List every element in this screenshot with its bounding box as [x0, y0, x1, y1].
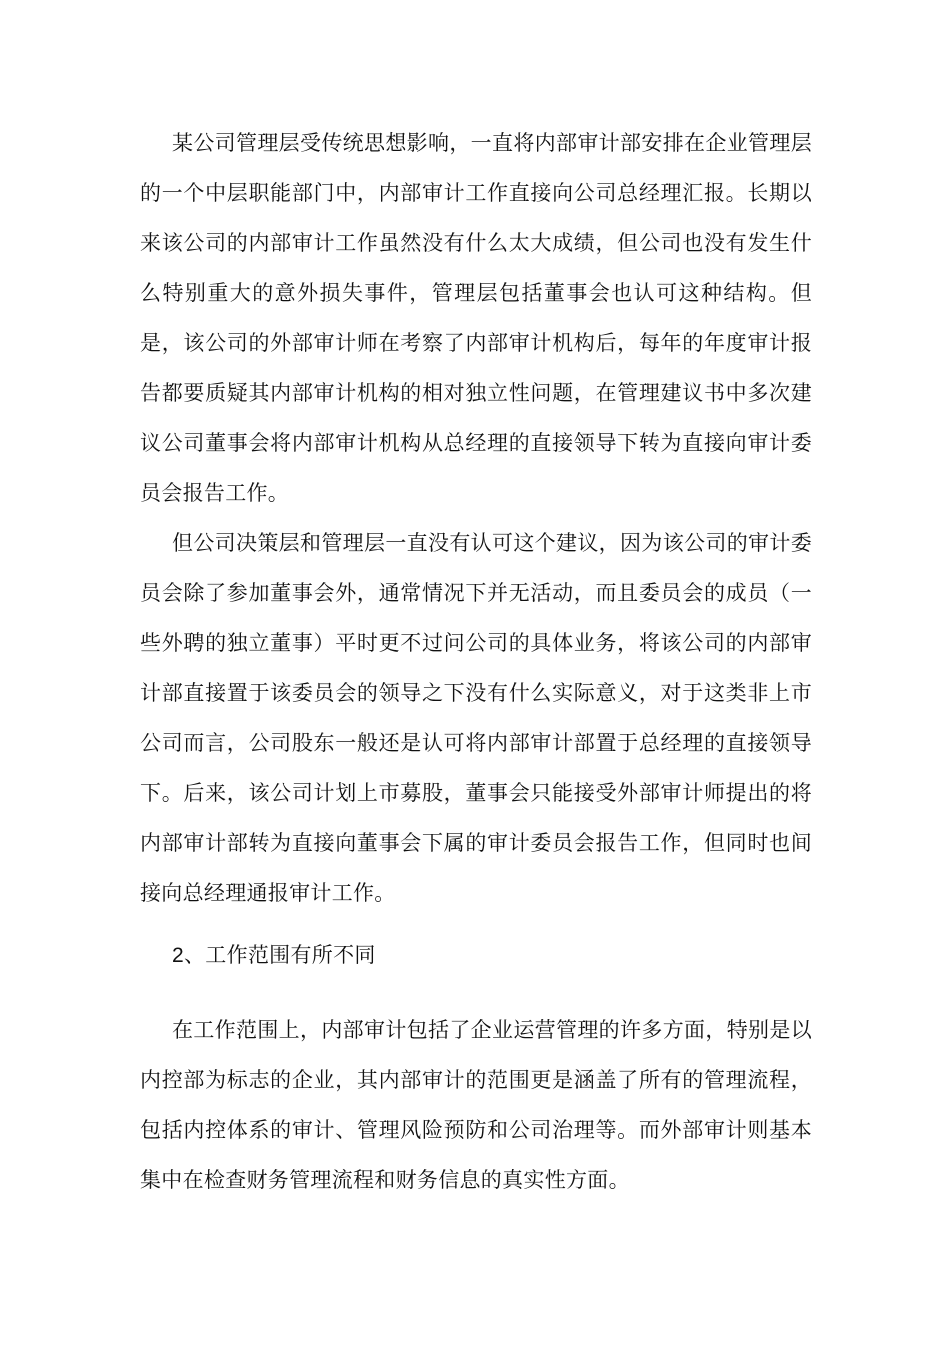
paragraph-1: 某公司管理层受传统思想影响，一直将内部审计部安排在企业管理层的一个中层职能部门中，内部审计工作直接向公司总经理汇报。长期以来该公司的内部审计工作虽然没有什么太大成绩，但公司也没有发生什么特别重大的意外损失事件，管理层包括董事会也认可这种结构。但是，该公司的外部审计师在考察了内部审计机构后，每年的年度审计报告都要质疑其内部审计机构的相对独立性问题，在管理建议书中多次建议公司董事会将内部审计机构从总经理的直接领导下转为直接向审计委员会报告工作。: [140, 131, 812, 505]
document-body: [140, 118, 812, 1205]
section-heading: [140, 930, 812, 981]
paragraph-3: 在工作范围上，内部审计包括了企业运营管理的许多方面，特别是以内控部为标志的企业，其内部审计的范围更是涵盖了所有的管理流程，包括内控体系的审计、管理风险预防和公司治理等。而外部审计则基本集中在检查财务管理流程和财务信息的真实性方面。: [140, 1018, 812, 1192]
section-number: 2: [172, 944, 184, 967]
section-title: 、工作范围有所不同: [183, 943, 376, 967]
paragraph-2: 但公司决策层和管理层一直没有认可这个建议，因为该公司的审计委员会除了参加董事会外，通常情况下并无活动，而且委员会的成员（一些外聘的独立董事）平时更不过问公司的具体业务，将该公司的内部审计部直接置于该委员会的领导之下没有什么实际意义，对于这类非上市公司而言，公司股东一般还是认可将内部审计部置于总经理的直接领导下。后来，该公司计划上市募股，董事会只能接受外部审计师提出的将内部审计部转为直接向董事会下属的审计委员会报告工作，但同时也间接向总经理通报审计工作。: [140, 531, 812, 905]
